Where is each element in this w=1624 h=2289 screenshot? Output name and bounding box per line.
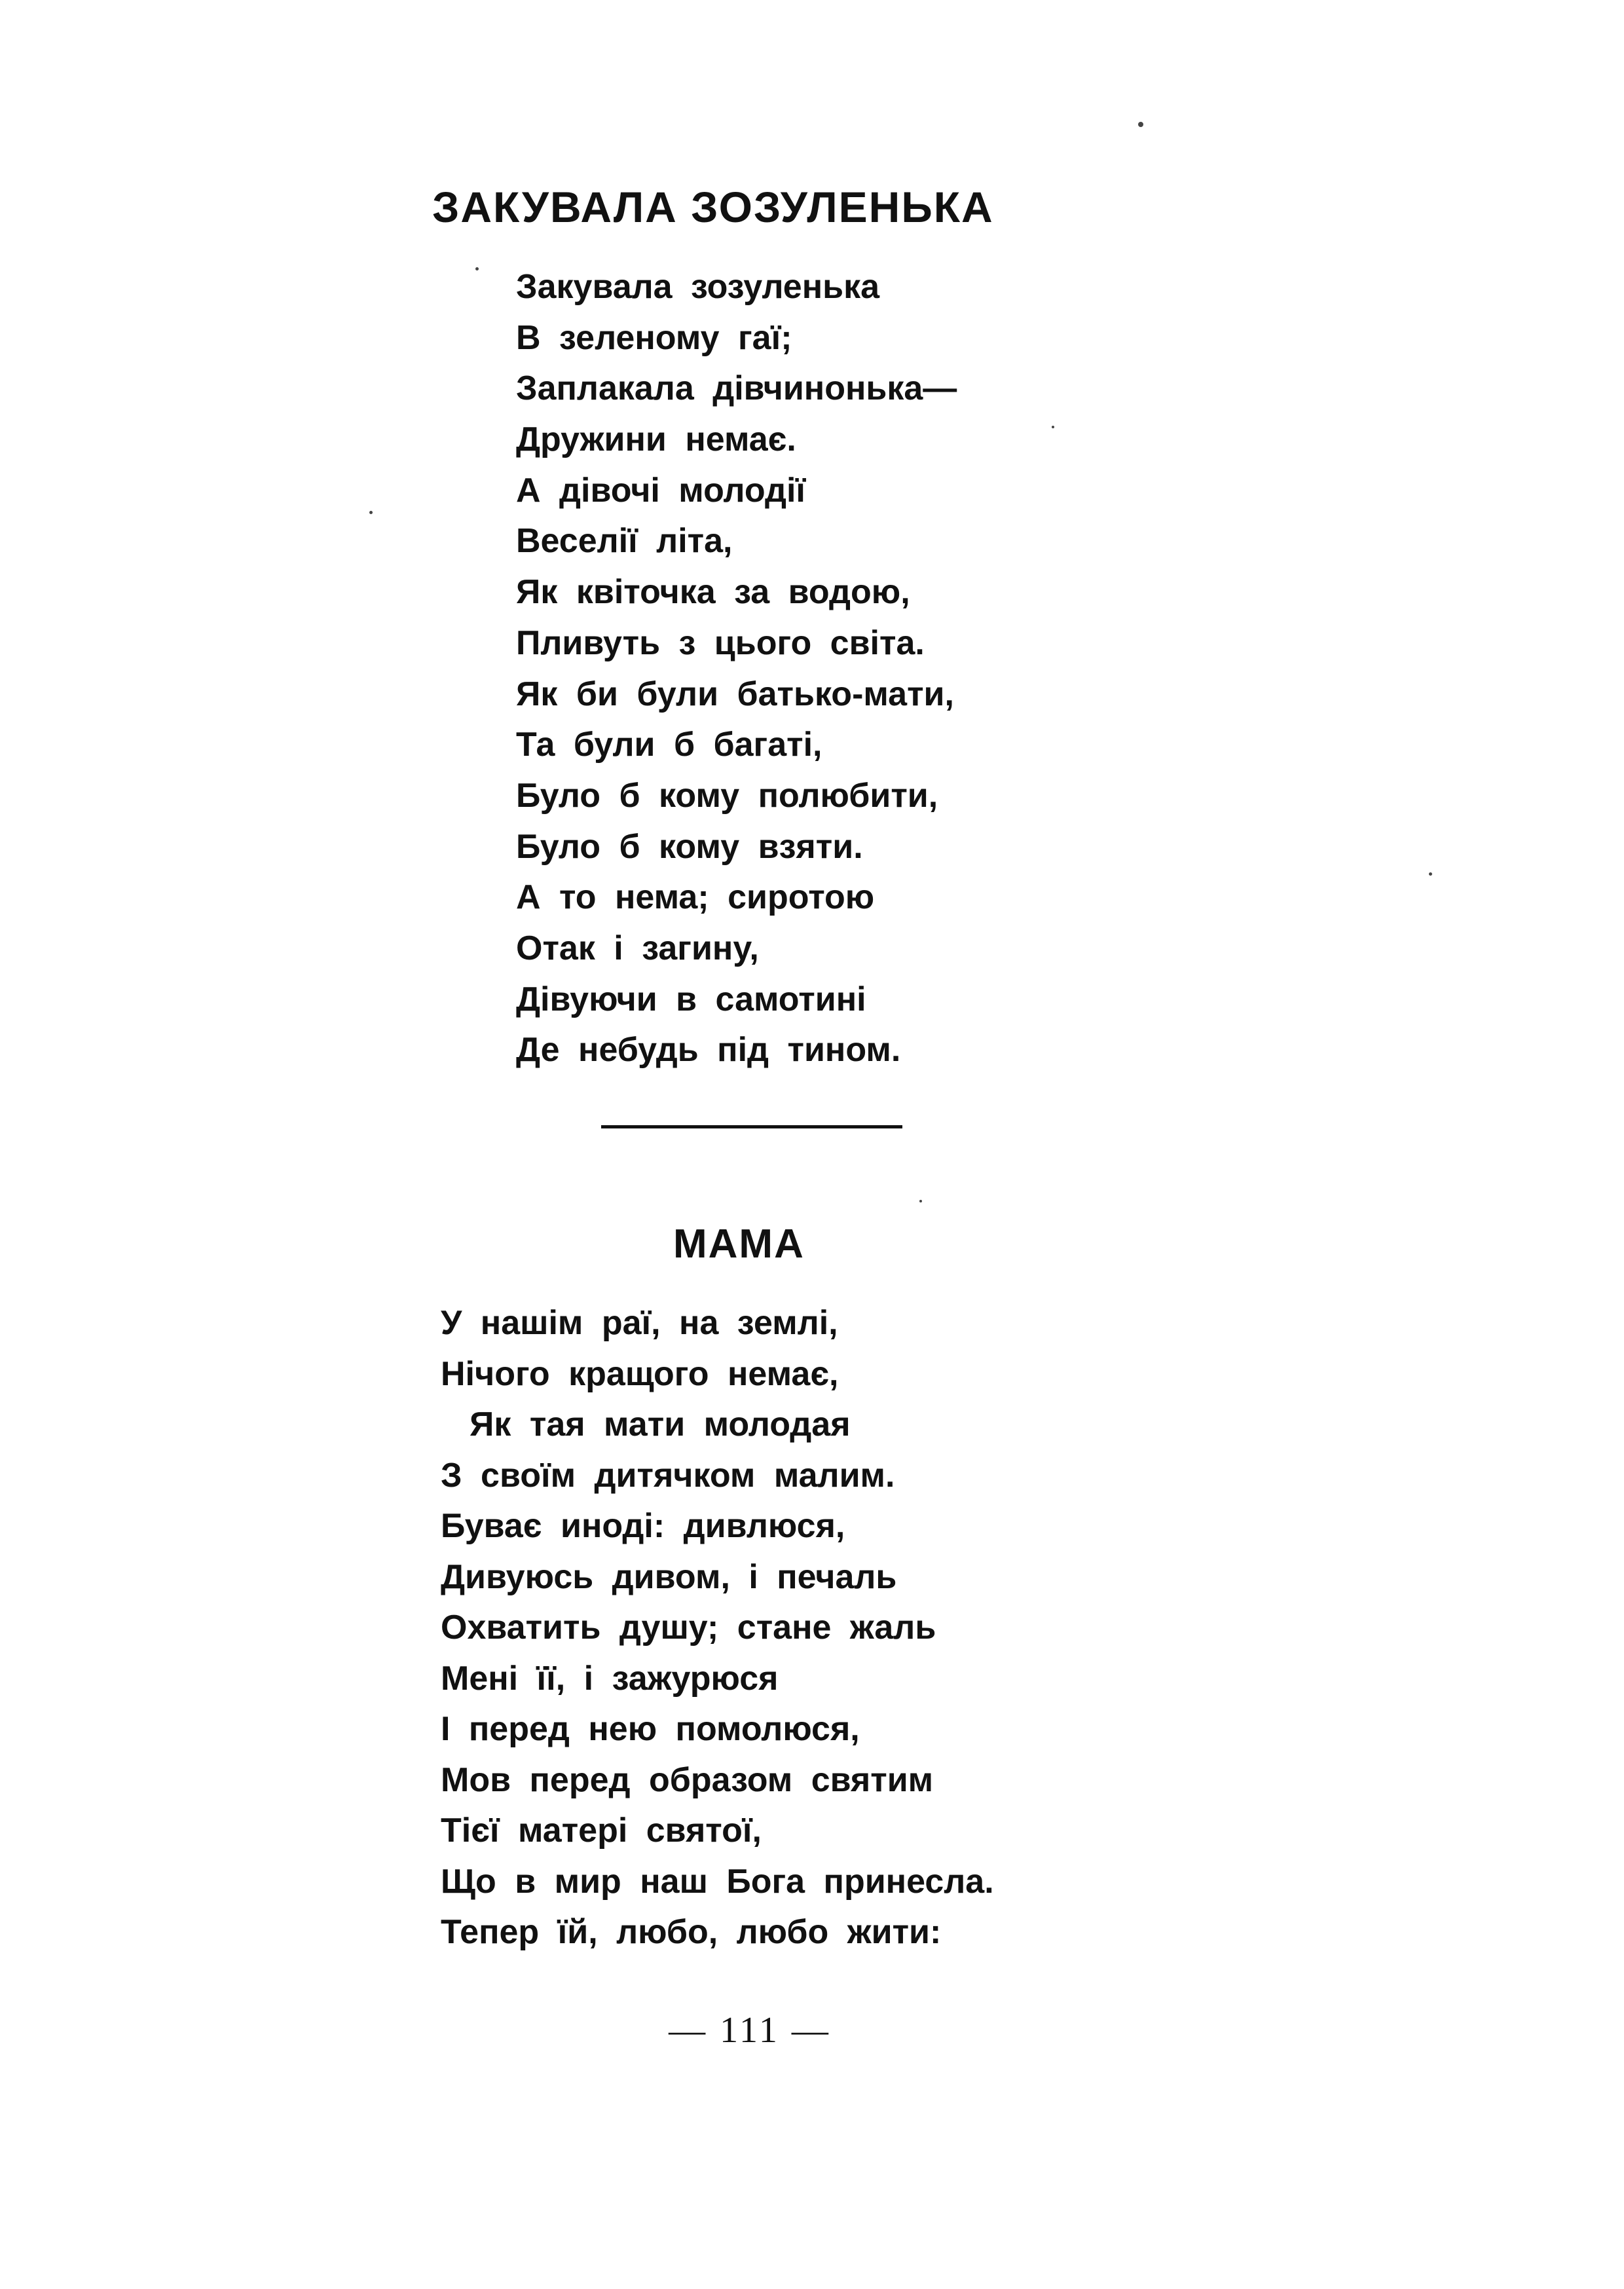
poem-line: Дивуюсь дивом, і печаль [441,1557,897,1596]
poem-mama-stanza [441,1298,994,1958]
poem-line: Як квіточка за водою, [516,573,910,612]
poem-line: З своїм дитячком малим. [441,1456,895,1495]
poem-line: А то нема; сиротою [516,878,875,917]
poem-line: Було б кому полюбити, [516,776,938,815]
poem-line: Було б кому взяти. [516,827,863,866]
poem-line: Мені її, і зажурюся [441,1659,779,1698]
poem-line: Заплакала дівчинонька— [516,369,957,408]
poem-line: Отак і загину, [516,929,759,967]
poem-line: Буває иноді: дивлюся, [441,1507,845,1545]
poem-line: Веселії літа, [516,522,733,561]
poem-line: І перед нею помолюся, [441,1710,860,1748]
poem-line: Нічого кращого немає, [441,1354,839,1393]
scan-speck [1138,122,1143,127]
scan-speck [1429,872,1432,876]
poem-line: Що в мир наш Бога принесла. [441,1862,994,1901]
poem-line: Пливуть з цього світа. [516,623,925,662]
page-number: — 111 — [669,2010,831,2051]
poem-line: У нашім раї, на землі, [441,1304,838,1342]
scan-speck [475,267,479,270]
poem-line: Закувала зозуленька [516,268,880,306]
poem-line: Тієї матері святої, [441,1812,762,1850]
scan-speck [1052,426,1054,428]
poem-line: Та були б багаті, [516,726,822,764]
poem-line: Дівуючи в самотині [516,980,866,1018]
section-divider [601,1125,902,1128]
poem-line: Дружини немає. [516,420,796,459]
poem-zakuvala-stanza [516,262,957,1076]
poem-title-zakuvala: ЗАКУВАЛА ЗОЗУЛЕНЬКА [432,183,994,231]
poem-line: Де небудь під тином. [516,1031,901,1070]
scan-speck [369,511,373,514]
poem-title-mama: МАМА [673,1221,805,1267]
poem-line: Як тая мати молодая [470,1405,851,1443]
poem-line: А дівочі молодії [516,471,806,510]
poem-line: Мов перед образом святим [441,1760,934,1799]
poem-line: Тепер їй, любо, любо жити: [441,1913,942,1951]
scan-speck [919,1200,922,1202]
poem-line: В зеленому гаї; [516,318,792,357]
poem-line: Охватить душу; стане жаль [441,1609,936,1647]
poem-line: Як би були батько-мати, [516,675,954,713]
